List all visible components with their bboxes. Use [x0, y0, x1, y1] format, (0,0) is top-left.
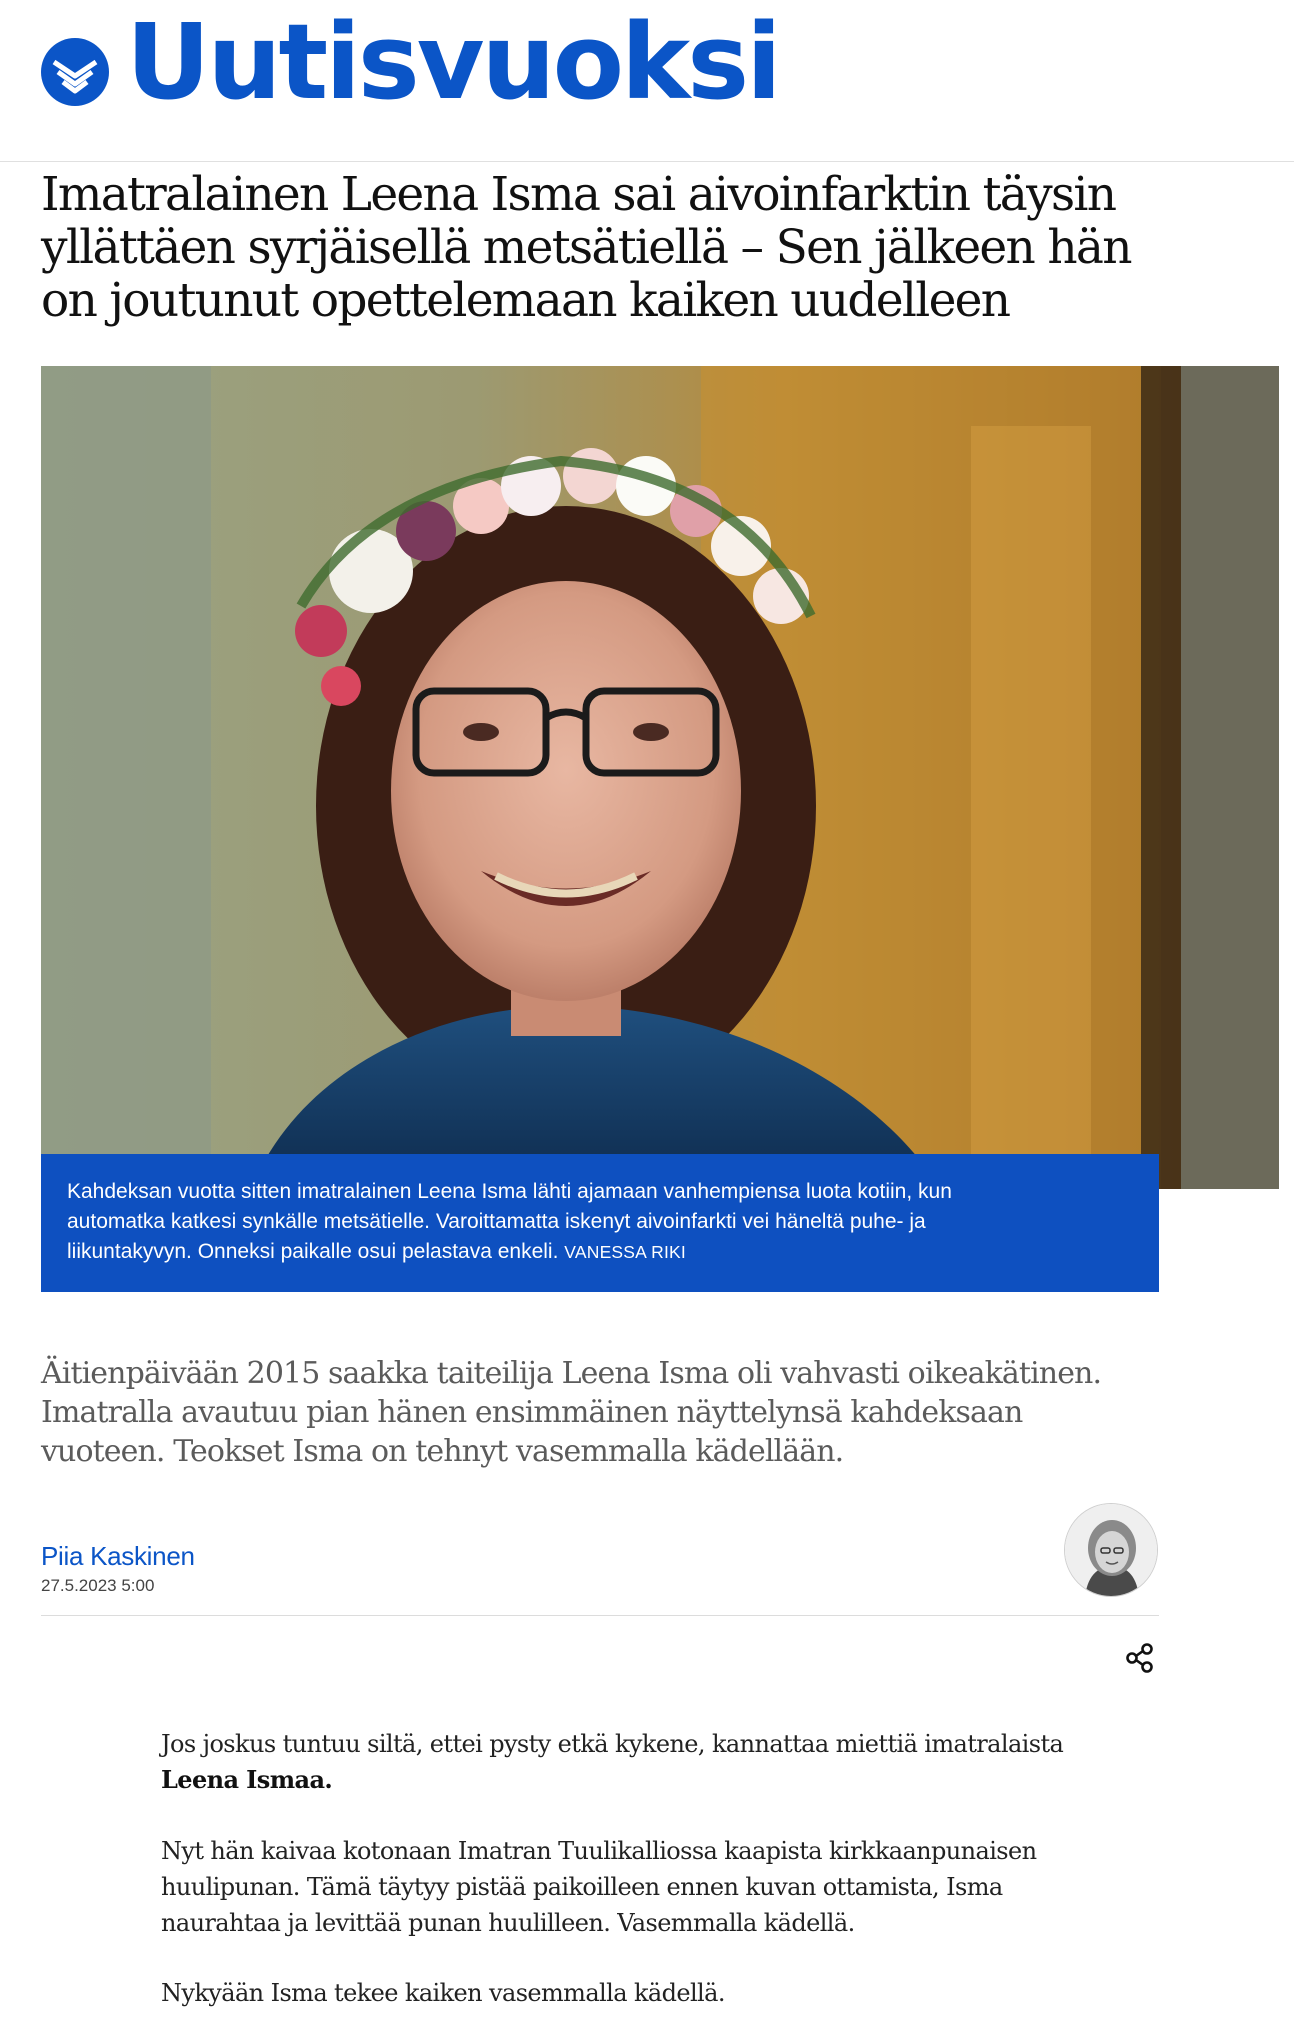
person-name-highlight: Leena Ismaa. — [161, 1765, 333, 1794]
body-line: naurahtaa ja levittää punan huulilleen. Vasemmalla kädellä. — [161, 1909, 855, 1937]
share-button[interactable] — [1123, 1641, 1157, 1675]
body-line: huulipunan. Tämä täytyy pistää paikoilleen ennen kuvan ottamista, Isma — [161, 1873, 1003, 1901]
body-paragraph — [161, 1833, 1161, 1941]
header-divider — [0, 161, 1294, 162]
lead-line: Imatralla avautuu pian hänen ensimmäinen näyttelynsä kahdeksaan — [41, 1395, 1023, 1430]
lead-line: Äitienpäivään 2015 saakka taiteilija Leena Isma oli vahvasti oikeakätinen. — [41, 1356, 1102, 1391]
caption-line: automatka katkesi synkälle metsätielle. Varoittamatta iskenyt aivoinfarkti vei häneltä puhe- ja — [67, 1210, 926, 1233]
headline-line: Imatralainen Leena Isma sai aivoinfarktin täysin — [41, 167, 1116, 222]
body-line: Jos joskus tuntuu siltä, ettei pysty etkä kykene, kannattaa miettiä imatralaista — [161, 1730, 1064, 1758]
headline-line: yllättäen syrjäisellä metsätiellä – Sen jälkeen hän — [41, 220, 1131, 275]
byline-divider — [41, 1615, 1159, 1616]
article-lead — [41, 1354, 1241, 1471]
photo-caption — [41, 1154, 1159, 1292]
caption-line: Kahdeksan vuotta sitten imatralainen Leena Isma lähti ajamaan vanhempiensa luota kotiin, kun — [67, 1180, 952, 1203]
hero-photo[interactable] — [41, 366, 1279, 1189]
share-icon — [1123, 1641, 1157, 1675]
body-line: Nykyään Isma tekee kaiken vasemmalla kädellä. — [161, 1979, 725, 2007]
body-paragraph — [161, 1975, 1161, 2011]
headline-line: on joutunut opettelemaan kaiken uudelleen — [41, 273, 1010, 328]
caption-line — [67, 1237, 1134, 1267]
article-headline — [41, 168, 1241, 327]
brand-name[interactable]: Uutisvuoksi — [126, 1, 779, 123]
author-name-link[interactable]: Piia Kaskinen — [41, 1541, 195, 1571]
body-paragraph — [161, 1726, 1161, 1798]
publish-date: 27.5.2023 5:00 — [41, 1576, 155, 1595]
site-header — [0, 0, 1294, 162]
author-avatar[interactable] — [1064, 1503, 1158, 1597]
caption-line-text: liikuntakyvyn. Onneksi paikalle osui pelastava enkeli. — [67, 1240, 559, 1263]
photo-credit: VANESSA RIKI — [564, 1242, 686, 1262]
lead-line: vuoteen. Teokset Isma on tehnyt vasemmalla kädellään. — [41, 1434, 844, 1469]
chevron-waves-logo-icon — [41, 38, 109, 106]
body-line: Nyt hän kaivaa kotonaan Imatran Tuulikalliossa kaapista kirkkaanpunaisen — [161, 1837, 1037, 1865]
